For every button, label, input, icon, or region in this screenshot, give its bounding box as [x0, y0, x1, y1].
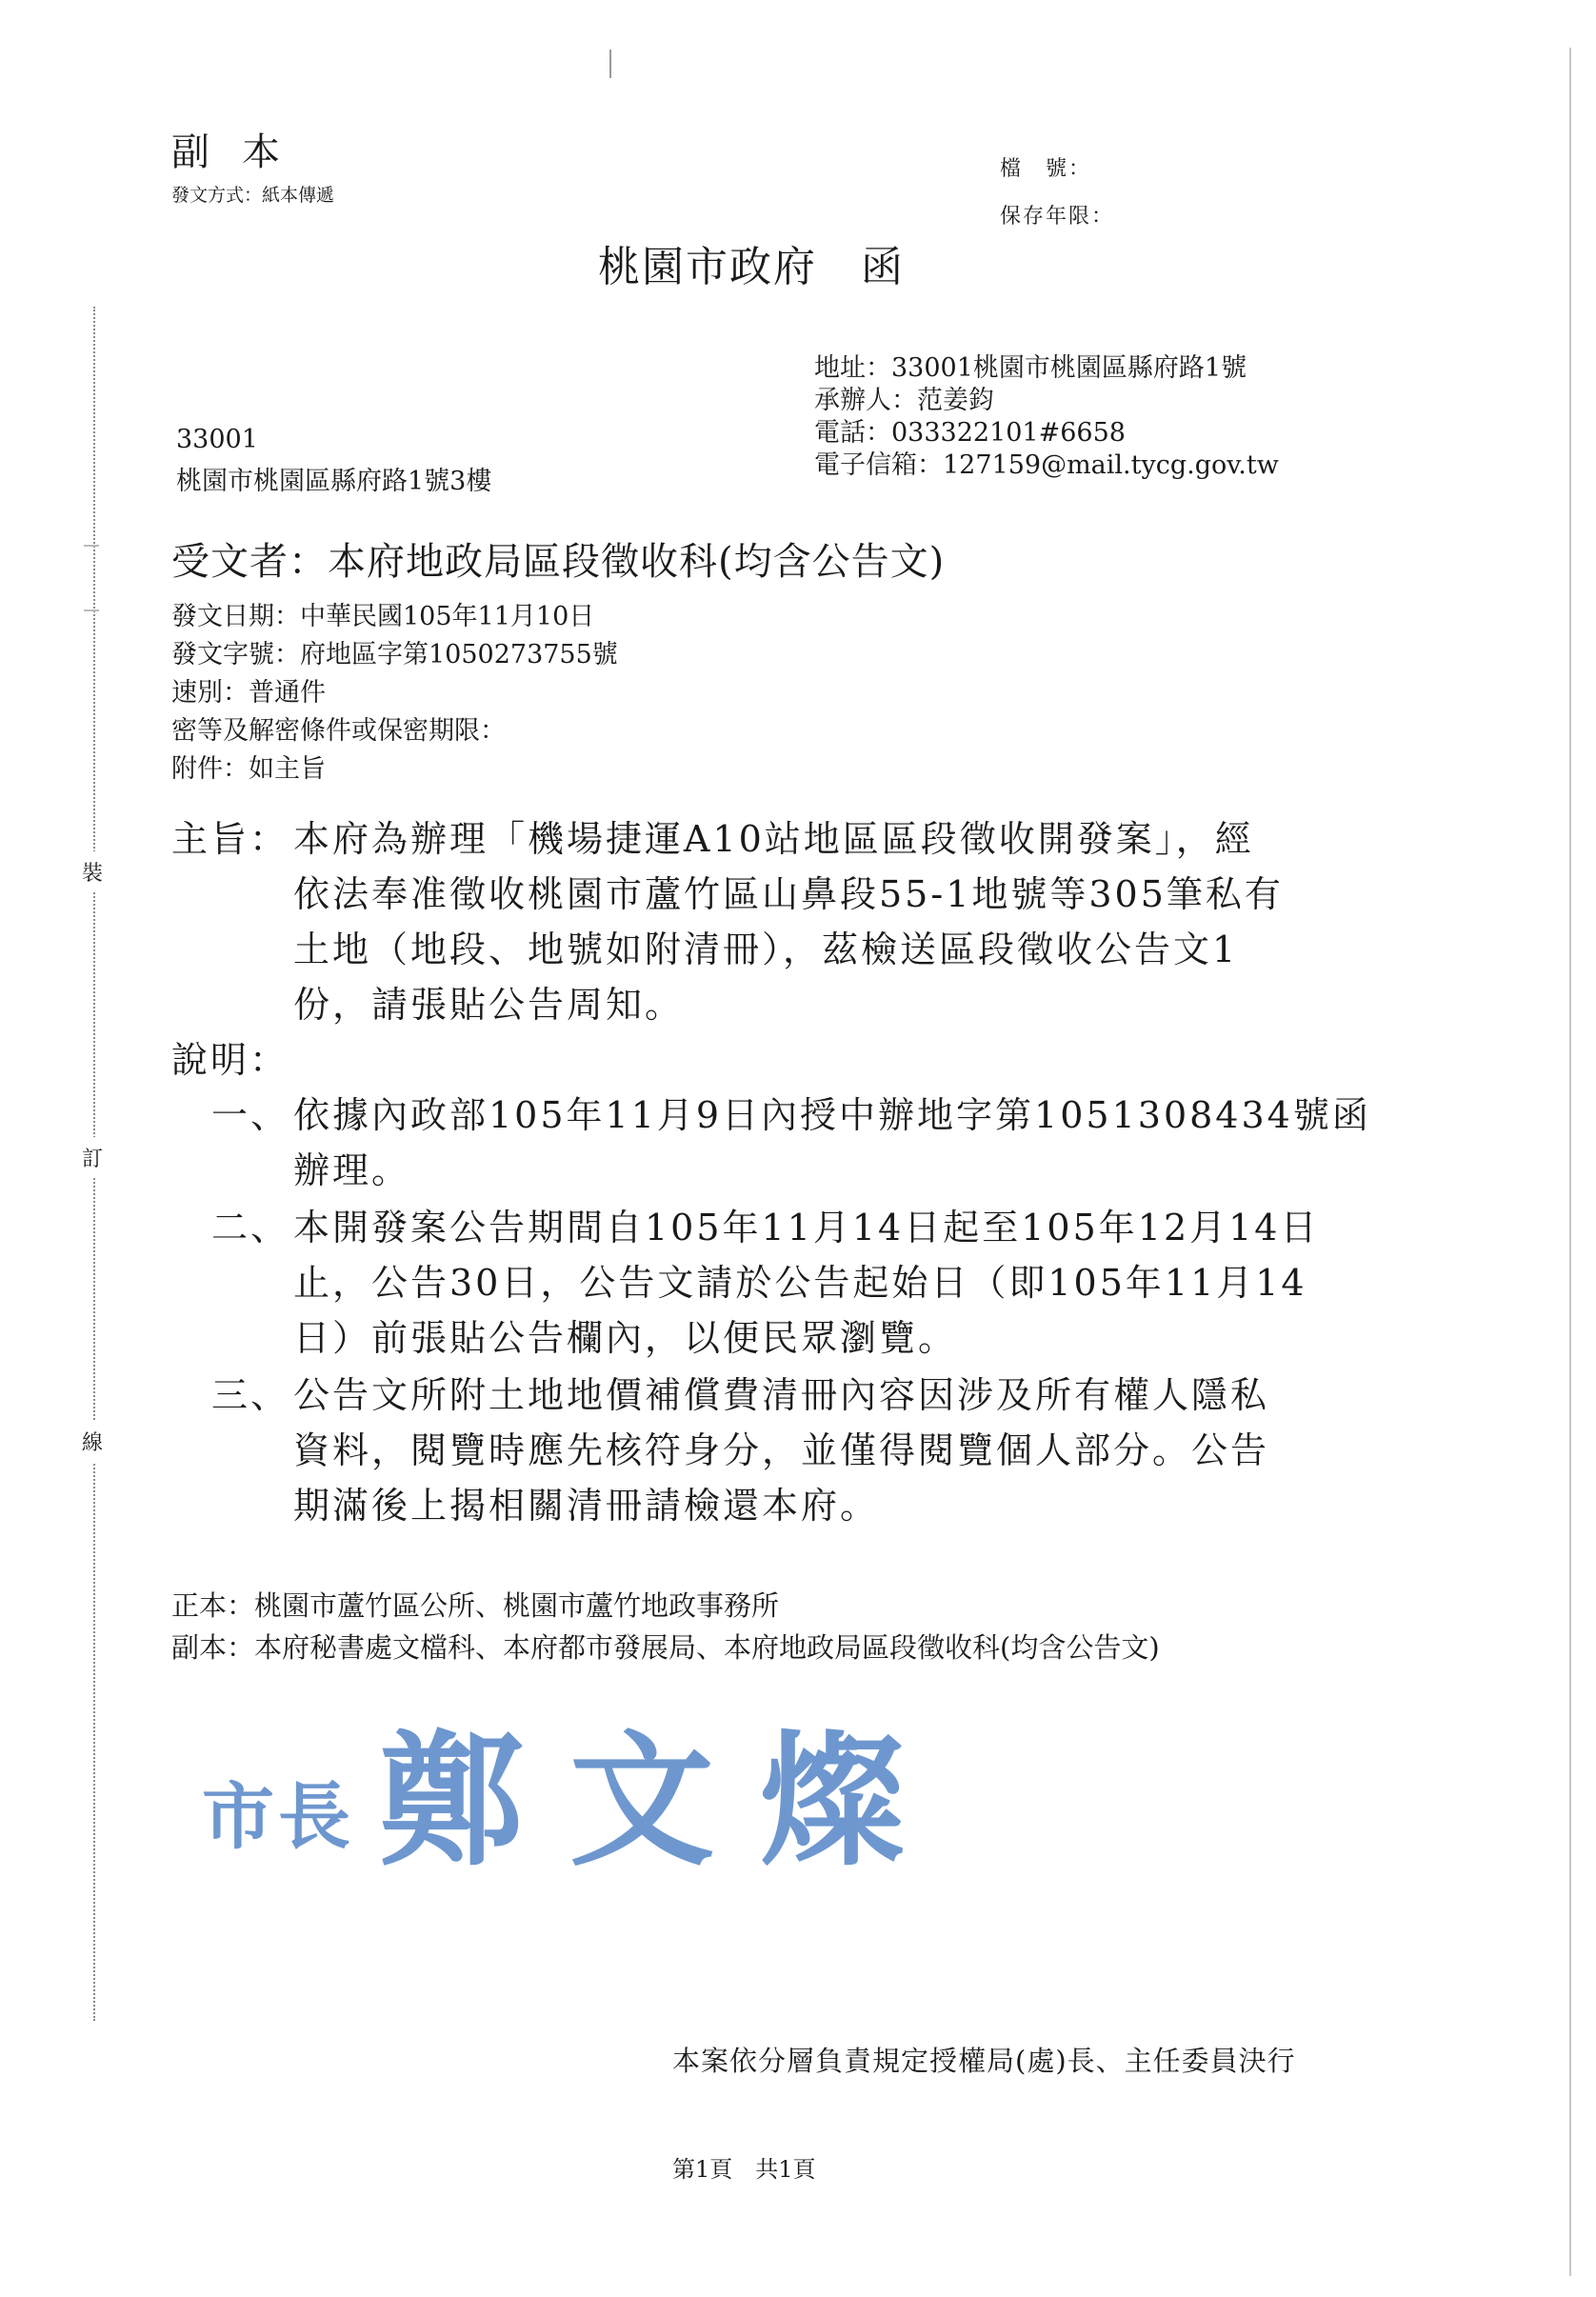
explanation-item-line: 依據內政部105年11月9日內授中辦地字第1051308434號函: [293, 1094, 1371, 1136]
attachment: 附件：如主旨: [171, 754, 326, 784]
sender-phone: 電話：033322101#6658: [814, 418, 1126, 448]
sender-address: 地址：33001桃園市桃園區縣府路1號: [814, 353, 1247, 383]
explanation-item-number: 一、: [211, 1094, 290, 1136]
explanation-item-line: 止，公告30日，公告文請於公告起始日（即105年11月14: [293, 1262, 1307, 1304]
speed-class: 速別：普通件: [171, 678, 326, 708]
copy-recipients: 副本：本府秘書處文檔科、本府都市發展局、本府地政局區段徵收科(均含公告文): [171, 1631, 1160, 1664]
scan-edge-line: [1569, 48, 1571, 2276]
binding-mark-xian: 線: [82, 1421, 103, 1462]
binding-mark-zhuang: 裝: [82, 851, 103, 892]
explanation-label: 說明：: [171, 1039, 289, 1081]
signature-name: 鄭文燦: [379, 1715, 950, 1886]
retention-period-label: 保存年限：: [1000, 205, 1115, 229]
explanation-item-line: 日）前張貼公告欄內，以便民眾瀏覽。: [293, 1317, 958, 1359]
binding-mark-ding: 訂: [82, 1137, 103, 1178]
explanation-item-line: 期滿後上揭相關清冊請檢還本府。: [293, 1485, 880, 1527]
sender-email: 電子信箱：127159@mail.tycg.gov.tw: [814, 450, 1279, 480]
sender-info: [814, 352, 1279, 482]
sender-handler: 承辦人：范姜鈞: [814, 386, 994, 415]
issue-date: 發文日期：中華民國105年11月10日: [171, 602, 595, 631]
issue-number: 發文字號：府地區字第1050273755號: [171, 640, 618, 669]
document-title: 桃園市政府 函: [598, 243, 905, 291]
explanation-item-line: 辦理。: [293, 1149, 411, 1191]
subject-line: 土地（地段、地號如附清冊），茲檢送區段徵收公告文1: [293, 929, 1239, 970]
recipient: 受文者：本府地政局區段徵收科(均含公告文): [171, 540, 946, 584]
explanation-item-line: 公告文所附土地地價補償費清冊內容因涉及所有權人隱私: [293, 1374, 1270, 1416]
file-number-label: 檔 號：: [1000, 157, 1092, 181]
mayor-signature-stamp: [202, 1686, 950, 1893]
explanation-item-number: 二、: [211, 1207, 290, 1248]
return-address: 桃園市桃園區縣府路1號3樓: [176, 467, 492, 496]
authority-note: 本案依分層負責規定授權局(處)長、主任委員決行: [672, 2045, 1296, 2077]
document-meta: [171, 598, 618, 789]
subject-label: 主旨：: [171, 818, 289, 860]
subject-line: 份，請張貼公告周知。: [293, 984, 685, 1026]
postal-code: 33001: [176, 425, 258, 454]
send-method: 發文方式：紙本傳遞: [171, 185, 335, 206]
binding-tick: [84, 545, 99, 547]
copy-label: 副本: [171, 130, 312, 174]
explanation-item-line: 資料，閱覽時應先核符身分，並僅得閱覽個人部分。公告: [293, 1429, 1270, 1471]
secrecy-level: 密等及解密條件或保密期限：: [171, 716, 506, 746]
explanation-item-line: 本開發案公告期間自105年11月14日起至105年12月14日: [293, 1207, 1320, 1248]
scan-top-mark: [609, 50, 611, 78]
subject-line: 依法奉准徵收桃園市蘆竹區山鼻段55-1地號等305筆私有: [293, 873, 1284, 915]
subject-line: 本府為辦理「機場捷運A10站地區區段徵收開發案」，經: [293, 818, 1254, 860]
signature-title: 市長: [202, 1774, 354, 1859]
binding-tick: [84, 609, 99, 611]
page-number: 第1頁 共1頁: [672, 2156, 816, 2183]
original-recipients: 正本：桃園市蘆竹區公所、桃園市蘆竹地政事務所: [171, 1589, 780, 1622]
explanation-item-number: 三、: [211, 1374, 290, 1416]
